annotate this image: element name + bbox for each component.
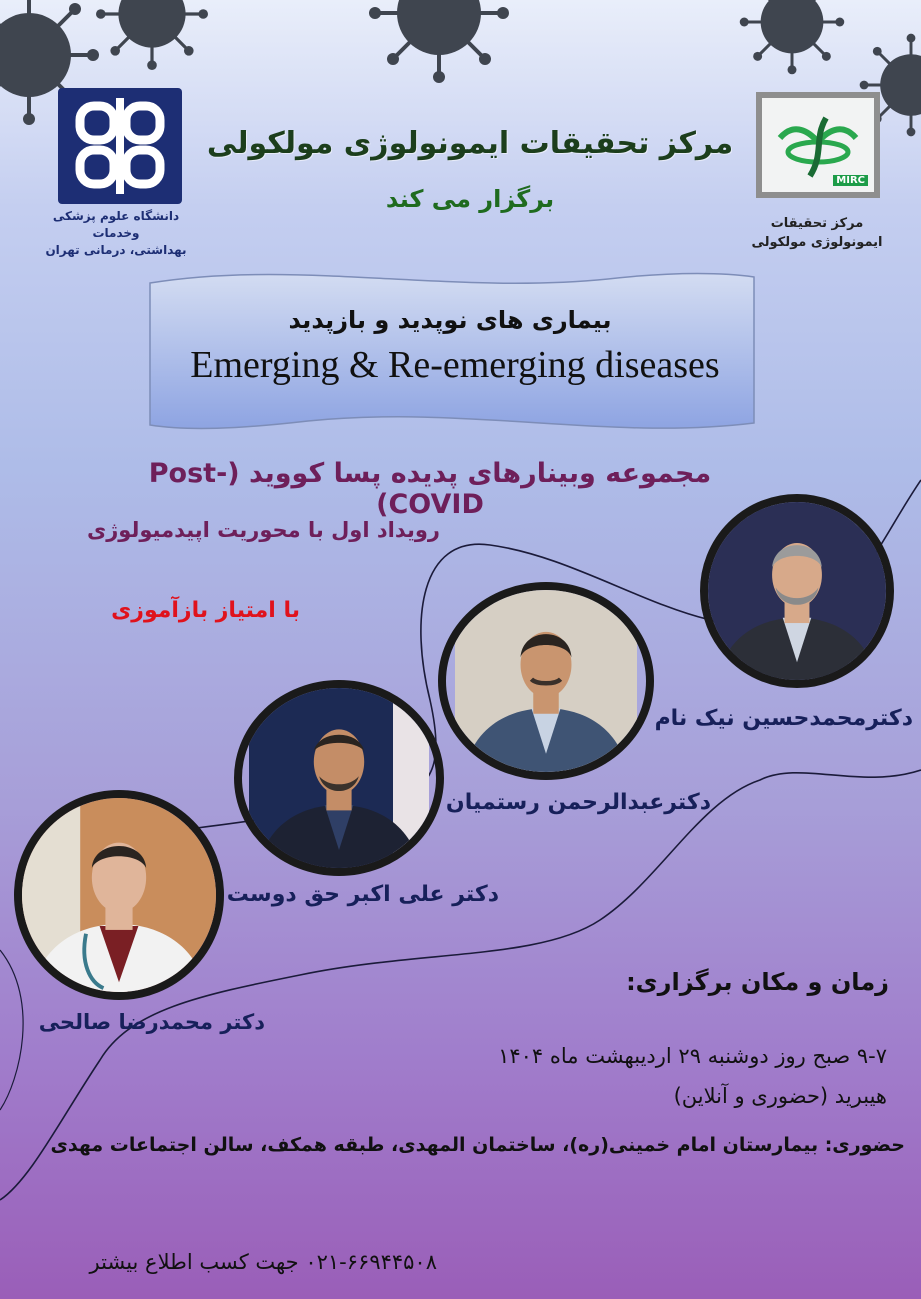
speaker-name: دکترعبدالرحمن رستمیان — [445, 790, 711, 815]
speaker-name: دکتر محمدرضا صالحی — [38, 1010, 265, 1034]
university-caption-line1: دانشگاه علوم پزشکی وخدمات — [52, 209, 180, 240]
poster-title: مرکز تحقیقات ایمونولوژی مولکولی — [206, 126, 734, 161]
schedule-mode: هیبرید (حضوری و آنلاین) — [673, 1084, 887, 1108]
schedule-location: حضوری: بیمارستان امام خمینی(ره)، ساختمان المهدی، طبقه همکف، سالن اجتماعات مهدی — [50, 1134, 905, 1156]
contact-phone: ۰۲۱-۶۶۹۴۴۵۰۸ جهت کسب اطلاع بیشتر — [89, 1250, 437, 1274]
mirc-mark-text: MIRC — [833, 175, 868, 186]
speaker-photo-icon — [14, 790, 224, 1000]
mirc-logo-caption — [742, 214, 892, 252]
university-logo-icon — [58, 88, 182, 204]
banner-title-fa: بیماری های نوپدید و بازپدید — [288, 306, 612, 334]
mirc-caption-line2: ایمونولوژی مولکولی — [751, 235, 883, 250]
virus-icon — [736, 0, 848, 78]
mirc-logo-icon — [756, 92, 880, 198]
virus-icon — [364, 0, 514, 88]
speaker-photo-icon — [438, 582, 654, 780]
schedule-datetime: ۹-۷ صبح روز دوشنبه ۲۹ اردیبهشت ماه ۱۴۰۴ — [498, 1044, 887, 1068]
poster-subtitle: برگزار می کند — [385, 185, 555, 213]
speaker-name: دکترمحمدحسین نیک نام — [654, 706, 913, 731]
banner-title-en: Emerging & Re-emerging diseases — [190, 344, 720, 386]
event-focus: رویداد اول با محوریت اپیدمیولوژی — [86, 518, 440, 542]
credit-note: با امتیاز بازآموزی — [111, 598, 300, 623]
mirc-caption-line1: مرکز تحقیقات — [770, 216, 864, 231]
speaker-name: دکتر علی اکبر حق دوست — [226, 882, 499, 907]
schedule-heading: زمان و مکان برگزاری: — [626, 968, 889, 996]
speaker-photo-icon — [700, 494, 894, 688]
university-logo-caption — [28, 208, 204, 259]
speaker-photo-icon — [234, 680, 444, 876]
series-title: مجموعه وبینارهای پدیده پسا کووید (Post-COVID) — [148, 458, 712, 520]
virus-icon — [92, 0, 212, 74]
university-caption-line2: بهداشتی، درمانی تهران — [45, 243, 187, 257]
